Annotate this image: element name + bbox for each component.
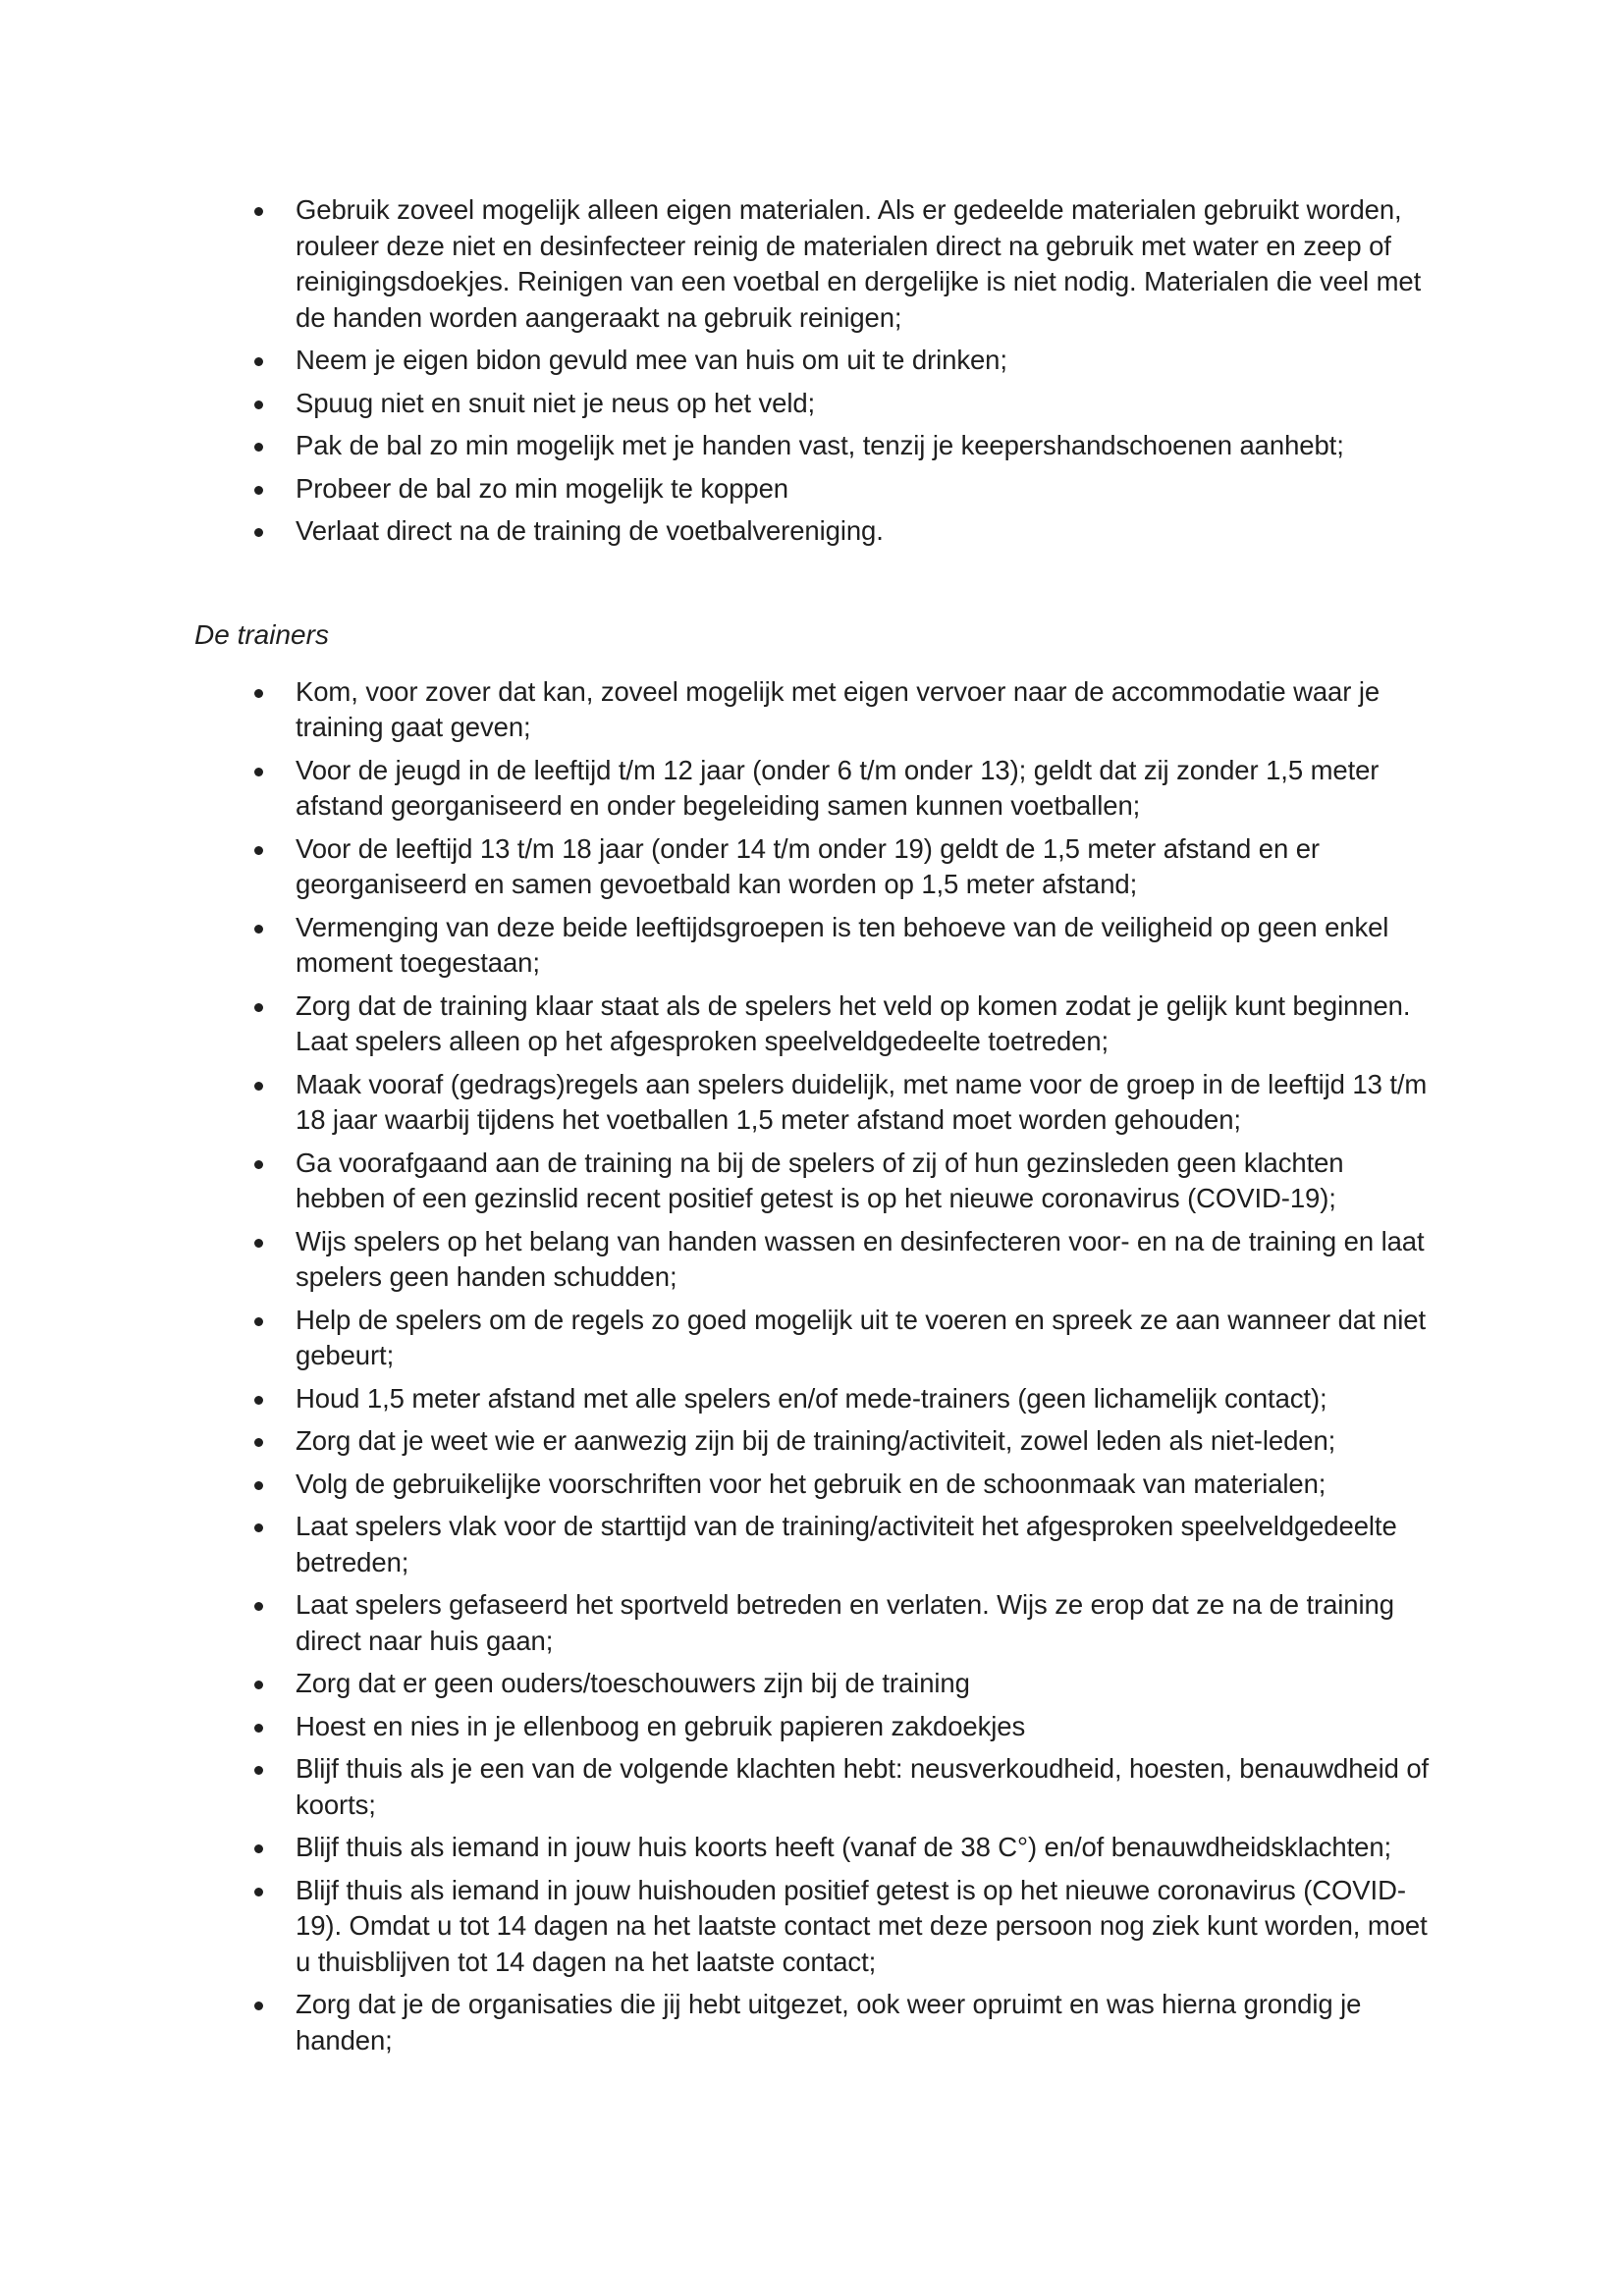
bullet-icon <box>254 1681 263 1689</box>
list-item <box>194 988 1437 1060</box>
list-item <box>194 753 1437 825</box>
list-item <box>194 910 1437 982</box>
bullet-icon <box>254 400 263 409</box>
list-item-text: Voor de leeftijd 13 t/m 18 jaar (onder 14 t/m onder 19) geldt de 1,5 meter afstand en er georganiseerd en samen gevoetbald kan worden op 1,5 meter afstand; <box>296 832 1320 899</box>
list-item-text: Neem je eigen bidon gevuld mee van huis om uit te drinken; <box>296 345 1007 375</box>
bullet-icon <box>254 486 263 495</box>
bullet-icon <box>254 768 263 776</box>
bullet-icon <box>254 1438 263 1447</box>
list-item <box>194 1467 1437 1503</box>
bullet-icon <box>254 1724 263 1733</box>
list-item-text: Gebruik zoveel mogelijk alleen eigen materialen. Als er gedeelde materialen gebruikt worden, rouleer deze niet en desinfecteer reinig de materialen direct na gebruik met water en zeep of reinigingsdoekjes. Reinigen van een voetbal en dergelijke is niet nodig. Materialen die veel met de handen worden aangeraakt na gebruik reinigen; <box>296 194 1422 333</box>
list-item <box>194 1509 1437 1580</box>
list-item-text: Blijf thuis als iemand in jouw huis koorts heeft (vanaf de 38 C°) en/of benauwdheidsklachten; <box>296 1832 1392 1862</box>
bullet-icon <box>254 846 263 855</box>
list-item-text: Pak de bal zo min mogelijk met je handen vast, tenzij je keepershandschoenen aanhebt; <box>296 430 1344 460</box>
list-item-text: Zorg dat de training klaar staat als de spelers het veld op komen zodat je gelijk kunt beginnen. Laat spelers alleen op het afgesproken speelveldgedeelte toetreden; <box>296 989 1411 1056</box>
list-item <box>194 1873 1437 1981</box>
page-content <box>194 192 1437 2065</box>
list-item-text: Hoest en nies in je ellenboog en gebruik papieren zakdoekjes <box>296 1710 1026 1741</box>
section-heading: De trainers <box>194 618 329 650</box>
list-item-text: Ga voorafgaand aan de training na bij de spelers of zij of hun gezinsleden geen klachten hebben of een gezinslid recent positief getest is op het nieuwe coronavirus (COVID-19); <box>296 1147 1344 1213</box>
list-item <box>194 1666 1437 1702</box>
list-item-text: Help de spelers om de regels zo goed mogelijk uit te voeren en spreek ze aan wanneer dat niet gebeurt; <box>296 1304 1426 1370</box>
list-item <box>194 386 1437 422</box>
list-item-text: Zorg dat er geen ouders/toeschouwers zijn bij de training <box>296 1668 970 1698</box>
bullet-icon <box>254 528 263 537</box>
list-item <box>194 471 1437 507</box>
list-item <box>194 343 1437 379</box>
list-item <box>194 513 1437 550</box>
list-item <box>194 428 1437 464</box>
list-item-text: Kom, voor zover dat kan, zoveel mogelijk met eigen vervoer naar de accommodatie waar je training gaat geven; <box>296 675 1380 742</box>
bullet-icon <box>254 1602 263 1611</box>
list-item-text: Probeer de bal zo min mogelijk te koppen <box>296 472 788 504</box>
bullet-icon <box>254 1523 263 1532</box>
list-item-text: Volg de gebruikelijke voorschriften voor het gebruik en de schoonmaak van materialen; <box>296 1468 1326 1499</box>
list-item <box>194 674 1437 746</box>
list-item <box>194 1709 1437 1745</box>
bullet-icon <box>254 689 263 698</box>
list-item-text: Voor de jeugd in de leeftijd t/m 12 jaar (onder 6 t/m onder 13); geldt dat zij zonder 1,5 meter afstand georganiseerd en onder begeleiding samen kunnen voetballen; <box>296 754 1380 821</box>
list-item <box>194 1146 1437 1217</box>
list-item <box>194 1224 1437 1296</box>
list-item <box>194 1987 1437 2058</box>
bullet-icon <box>254 2002 263 2010</box>
list-item-text: Houd 1,5 meter afstand met alle spelers en/of mede-trainers (geen lichamelijk contact); <box>296 1382 1327 1414</box>
list-item-text: Blijf thuis als iemand in jouw huishouden positief getest is op het nieuwe coronavirus (COVID-19). Omdat u tot 14 dagen na het laatste contact met deze persoon nog ziek kunt worden, moet u thuisblijven tot 14 dagen na het laatste contact; <box>296 1874 1428 1977</box>
list-item <box>194 1067 1437 1139</box>
list-item-text: Verlaat direct na de training de voetbalvereniging. <box>296 515 884 546</box>
bullet-list-top <box>194 192 1437 550</box>
bullet-icon <box>254 1317 263 1326</box>
bullet-list-trainers <box>194 674 1437 2059</box>
bullet-icon <box>254 925 263 934</box>
bullet-icon <box>254 1082 263 1091</box>
list-item-text: Wijs spelers op het belang van handen wassen en desinfecteren voor- en na de training en laat spelers geen handen schudden; <box>296 1225 1425 1292</box>
bullet-icon <box>254 207 263 216</box>
list-item-text: Zorg dat je weet wie er aanwezig zijn bij de training/activiteit, zowel leden als niet-leden; <box>296 1425 1336 1456</box>
bullet-icon <box>254 357 263 366</box>
list-item-text: Vermenging van deze beide leeftijdsgroepen is ten behoeve van de veiligheid op geen enkel moment toegestaan; <box>296 911 1389 978</box>
list-item-text: Zorg dat je de organisaties die jij hebt uitgezet, ook weer opruimt en was hierna grondig je handen; <box>296 1989 1362 2056</box>
bullet-icon <box>254 443 263 452</box>
list-item-text: Laat spelers vlak voor de starttijd van de training/activiteit het afgesproken speelveldgedeelte betreden; <box>296 1511 1397 1577</box>
bullet-icon <box>254 1766 263 1775</box>
list-item <box>194 831 1437 903</box>
bullet-icon <box>254 1239 263 1248</box>
list-item-text: Blijf thuis als je een van de volgende klachten hebt: neusverkoudheid, hoesten, benauwdheid of koorts; <box>296 1753 1430 1820</box>
list-item <box>194 1381 1437 1417</box>
list-item <box>194 1587 1437 1659</box>
list-item <box>194 1423 1437 1460</box>
list-item <box>194 1751 1437 1823</box>
list-item <box>194 1303 1437 1374</box>
bullet-icon <box>254 1844 263 1853</box>
bullet-icon <box>254 1888 263 1896</box>
list-item-text: Laat spelers gefaseerd het sportveld betreden en verlaten. Wijs ze erop dat ze na de training direct naar huis gaan; <box>296 1589 1394 1656</box>
list-item <box>194 192 1437 336</box>
bullet-icon <box>254 1396 263 1405</box>
bullet-icon <box>254 1003 263 1012</box>
list-item <box>194 1830 1437 1866</box>
list-item-text: Maak vooraf (gedrags)regels aan spelers duidelijk, met name voor de groep in de leeftijd 13 t/m 18 jaar waarbij tijdens het voetballen 1,5 meter afstand moet worden gehouden; <box>296 1068 1428 1135</box>
list-item-text: Spuug niet en snuit niet je neus op het veld; <box>296 387 816 418</box>
bullet-icon <box>254 1160 263 1169</box>
bullet-icon <box>254 1481 263 1490</box>
